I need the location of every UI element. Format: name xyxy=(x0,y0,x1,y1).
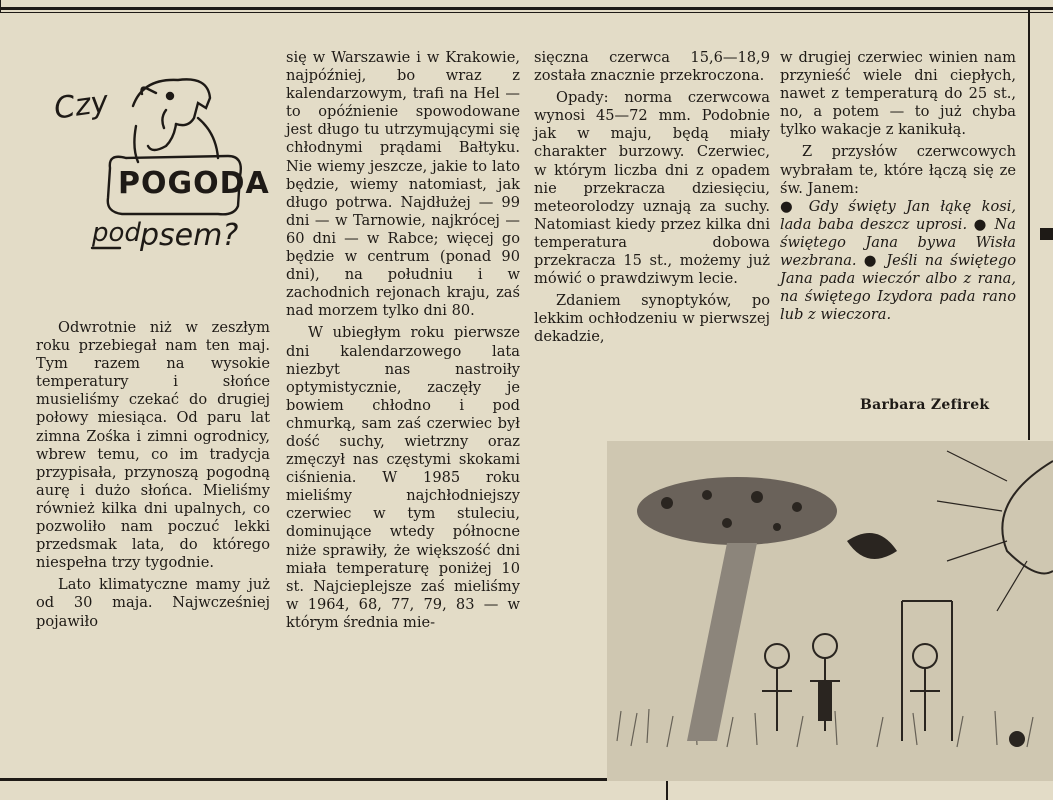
proverb-3: Jeśli na świętego Jana pada wieczór albo z rana, na świętego Izydora pada rano lub z wieczora. xyxy=(780,252,1017,324)
article-column-3 xyxy=(534,49,770,347)
col2-paragraph-1: się w Warszawie i w Krakowie, najpóźniej, bo wraz z kalendarzowym, trafi na Hel — to opóźnienie spowodowane jest długo tu utrzymującymi się chłodnymi prądami Bałtyku. Nie wiemy jeszcze, jakie to lato będzie, wiemy natomiast, jak długo potrwa. Najdłużej — 99 dni — w Tarnowie, najkrócej — 60 dni — w Rabce; więcej go będzie w centrum (ponad 90 dni), na południu i w zachodnich rejonach kraju, zaś nad morzem tylko dni 80. xyxy=(286,49,520,320)
right-frame-rule xyxy=(1028,10,1030,440)
logo-bottom-word-pod: pod xyxy=(92,218,141,248)
article-column-2 xyxy=(286,49,520,632)
left-stub-rule xyxy=(0,0,1,13)
col3-paragraph-2: Opady: norma czerwcowa wynosi 45—72 mm. Podobnie jak w maju, będą miały charakter burzowy. Czerwiec, w którym liczba dni z opadem nie przekracza dziesięciu, meteorolodzy uznają za suchy. Natomiast kiedy przez kilka dni temperatura dobowa przekracza 15 st., możemy już mówić o prawdziwym lecie. xyxy=(534,89,770,288)
col1-paragraph-1: Odwrotnie niż w zeszłym roku przebiegał nam ten maj. Tym razem na wysokie temperatury i słońce musieliśmy czekać do drugiej połowy miesiąca. Od paru lat zimna Zośka i zimni ogrodnicy, wbrew temu, co im tradycja przypisała, przynoszą pogodną aurę i dużo słońca. Mieliśmy również kilka dni upalnych, co pozwoliło nam poczuć lekki przedsmak lata, do którego niespełna trzy tygodnie. xyxy=(36,319,270,572)
col1-paragraph-2: Lato klimatyczne mamy już od 30 maja. Najwcześniej pojawiło xyxy=(36,576,270,630)
logo-main-word: POGODA xyxy=(118,166,270,201)
right-tab-mark xyxy=(1040,228,1053,240)
proverb-2: Na świętego Jana bywa Wisła wezbrana. xyxy=(780,215,1017,270)
col4-paragraph-1: w drugiej czerwiec winien nam przynieść wiele dni ciepłych, nawet z temperaturą do 25 st., no, a potem — to już chyba tylko wakacje z kanikułą. xyxy=(780,49,1016,139)
proverbs xyxy=(780,198,1016,325)
col2-paragraph-2: W ubiegłym roku pierwsze dni kalendarzowego lata niezbyt nas nastroiły optymistycznie, zaczęły je bowiem chłodno i pod chmurką, sam zaś czerwiec był dość suchy, wietrzny oraz zmęczył nas częstymi skokami ciśnienia. W 1985 roku mieliśmy najchłodniejszy czerwiec w tym stuleciu, dominujące wtedy północne niże sprawiły, że większość dni miała temperaturę poniżej 10 st. Najcieplejsze zaś mieliśmy w 1964, 68, 77, 79, 83 — w którym średnia mie- xyxy=(286,324,520,631)
header-logo xyxy=(48,58,270,268)
col3-paragraph-1: sięczna czerwca 15,6—18,9 została znacznie przekroczona. xyxy=(534,49,770,85)
col3-paragraph-3: Zdaniem synoptyków, po lekkim ochłodzeniu w pierwszej dekadzie, xyxy=(534,292,770,346)
article-column-4 xyxy=(780,49,1016,324)
article-column-1 xyxy=(36,319,270,631)
logo-top-word: Czy xyxy=(51,84,111,127)
bullet-icon: ● xyxy=(973,215,989,233)
bottom-divider xyxy=(666,781,668,800)
top-rule xyxy=(0,7,1053,10)
childrens-drawing xyxy=(607,441,1053,781)
drawing-illustration xyxy=(607,441,1053,781)
top-rule-thin xyxy=(0,12,1053,13)
bullet-icon: ● xyxy=(863,252,880,270)
author-byline: Barbara Zefirek xyxy=(860,397,990,413)
bullet-icon: ● xyxy=(780,197,799,215)
logo-bottom-word-psem: psem? xyxy=(140,218,239,253)
proverb-1: Gdy święty Jan łąkę kosi, lada baba deszcz uprosi. xyxy=(780,197,1017,233)
col4-paragraph-2: Z przysłów czerwcowych wybrałam te, które łączą się ze św. Janem: xyxy=(780,143,1016,197)
